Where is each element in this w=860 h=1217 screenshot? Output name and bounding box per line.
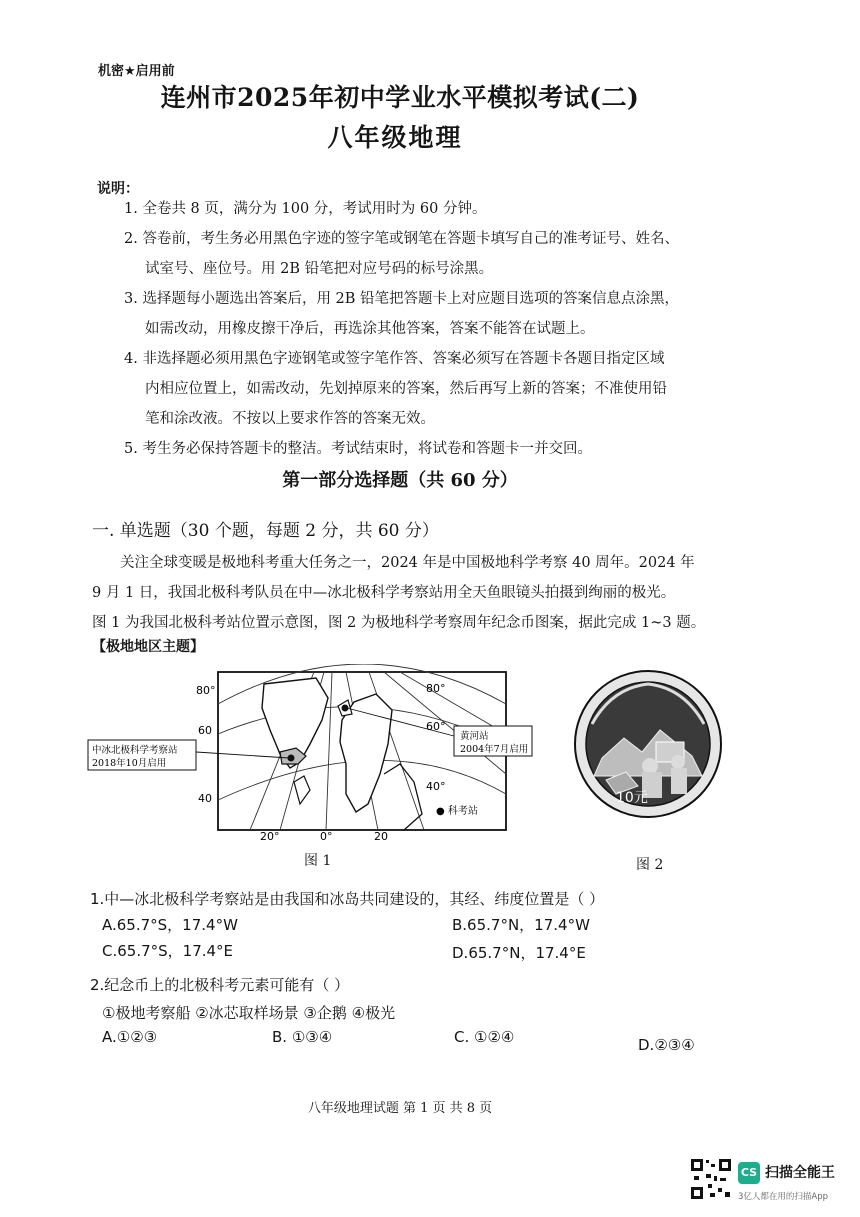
figure2-caption: 图 2 — [636, 857, 664, 873]
question-1-option-a: A.65.7°S，17.4°W — [102, 916, 238, 934]
station-b-date: 2004年7月启用 — [460, 744, 529, 755]
question-2-option-a: A.①②③ — [102, 1028, 158, 1046]
lon-label: 20 — [374, 830, 388, 842]
question-1-option-b: B.65.7°N，17.4°W — [452, 916, 590, 934]
scanner-app-name: 扫描全能王 — [765, 1165, 835, 1181]
question-2-stem: 2.纪念币上的北极科考元素可能有（ ） — [90, 976, 350, 994]
note-item: 如需改动，用橡皮擦干净后，再选涂其他答案，答案不能答在试题上。 — [145, 321, 595, 337]
lat-label: 60° — [426, 720, 446, 733]
question-1-option-d: D.65.7°N，17.4°E — [452, 944, 586, 962]
figure1-caption: 图 1 — [304, 853, 332, 869]
note-item: 1. 全卷共 8 页，满分为 100 分，考试用时为 60 分钟。 — [124, 201, 487, 217]
figure2-coin — [572, 668, 724, 820]
note-item: 试室号、座位号。用 2B 铅笔把对应号码的标号涂黑。 — [145, 261, 494, 277]
lat-label: 60 — [198, 724, 212, 737]
map-legend: ● 科考站 — [436, 806, 478, 817]
note-item: 2. 答卷前，考生务必用黑色字迹的签字笔或钢笔在答题卡填写自己的准考证号、姓名、 — [124, 231, 679, 247]
exam-title: 连州市2025年初中学业水平模拟考试(二) — [160, 83, 640, 112]
exam-subject: 八年级地理 — [327, 123, 463, 152]
note-item: 4. 非选择题必须用黑色字迹钢笔或签字笔作答、答案必须写在答题卡各题目指定区域 — [124, 351, 665, 367]
section-title: 第一部分选择题（共 60 分） — [282, 470, 518, 491]
note-item: 笔和涂改液。不按以上要求作答的答案无效。 — [145, 411, 435, 427]
qr-code-icon — [690, 1158, 732, 1200]
confidential-mark: 机密★启用前 — [98, 64, 175, 79]
station-a-name: 中冰北极科学考察站 — [92, 745, 178, 756]
lon-label: 0° — [320, 830, 333, 842]
note-item: 5. 考生务必保持答题卡的整洁。考试结束时，将试卷和答题卡一并交回。 — [124, 441, 592, 457]
context-line: 图 1 为我国北极科考站位置示意图，图 2 为极地科学考察周年纪念币图案，据此完成 1~3 题。 — [92, 615, 706, 631]
scanner-app-tagline: 3亿人都在用的扫描App — [738, 1192, 829, 1202]
section-subtitle: 一. 单选题（30 个题，每题 2 分，共 60 分） — [92, 521, 439, 541]
theme-tag: 【极地地区主题】 — [92, 639, 204, 655]
coin-value: 10元 — [616, 790, 648, 806]
question-2-items: ①极地考察船 ②冰芯取样场景 ③企鹅 ④极光 — [102, 1004, 396, 1022]
page-footer: 八年级地理试题 第 1 页 共 8 页 — [307, 1101, 493, 1116]
lon-label: 20° — [260, 830, 280, 842]
station-a-date: 2018年10月启用 — [92, 758, 167, 769]
figure1-map — [84, 664, 544, 842]
station-b-name: 黄河站 — [460, 731, 489, 742]
lat-label: 40 — [198, 792, 212, 805]
note-item: 内相应位置上，如需改动，先划掉原来的答案，然后再写上新的答案；不准使用铅 — [145, 381, 667, 397]
lat-label: 80° — [426, 682, 446, 695]
question-2-option-c: C. ①②④ — [454, 1028, 515, 1046]
question-2-option-d: D.②③④ — [638, 1036, 695, 1054]
context-line: 关注全球变暖是极地科考重大任务之一，2024 年是中国极地科学考察 40 周年。2024 年 — [120, 555, 695, 571]
note-item: 3. 选择题每小题选出答案后，用 2B 铅笔把答题卡上对应题目选项的答案信息点涂黑， — [124, 291, 680, 307]
question-1-option-c: C.65.7°S，17.4°E — [102, 942, 234, 960]
context-line: 9 月 1 日，我国北极科考队员在中—冰北极科学考察站用全天鱼眼镜头拍摄到绚丽的极光。 — [92, 585, 676, 601]
question-2-option-b: B. ①③④ — [272, 1028, 333, 1046]
question-1-stem: 1.中—冰北极科学考察站是由我国和冰岛共同建设的，其经、纬度位置是（ ） — [90, 890, 605, 908]
scanner-logo-icon: CS — [738, 1162, 760, 1184]
lat-label: 80° — [196, 684, 216, 697]
lat-label: 40° — [426, 780, 446, 793]
notes-heading: 说明： — [97, 181, 139, 197]
